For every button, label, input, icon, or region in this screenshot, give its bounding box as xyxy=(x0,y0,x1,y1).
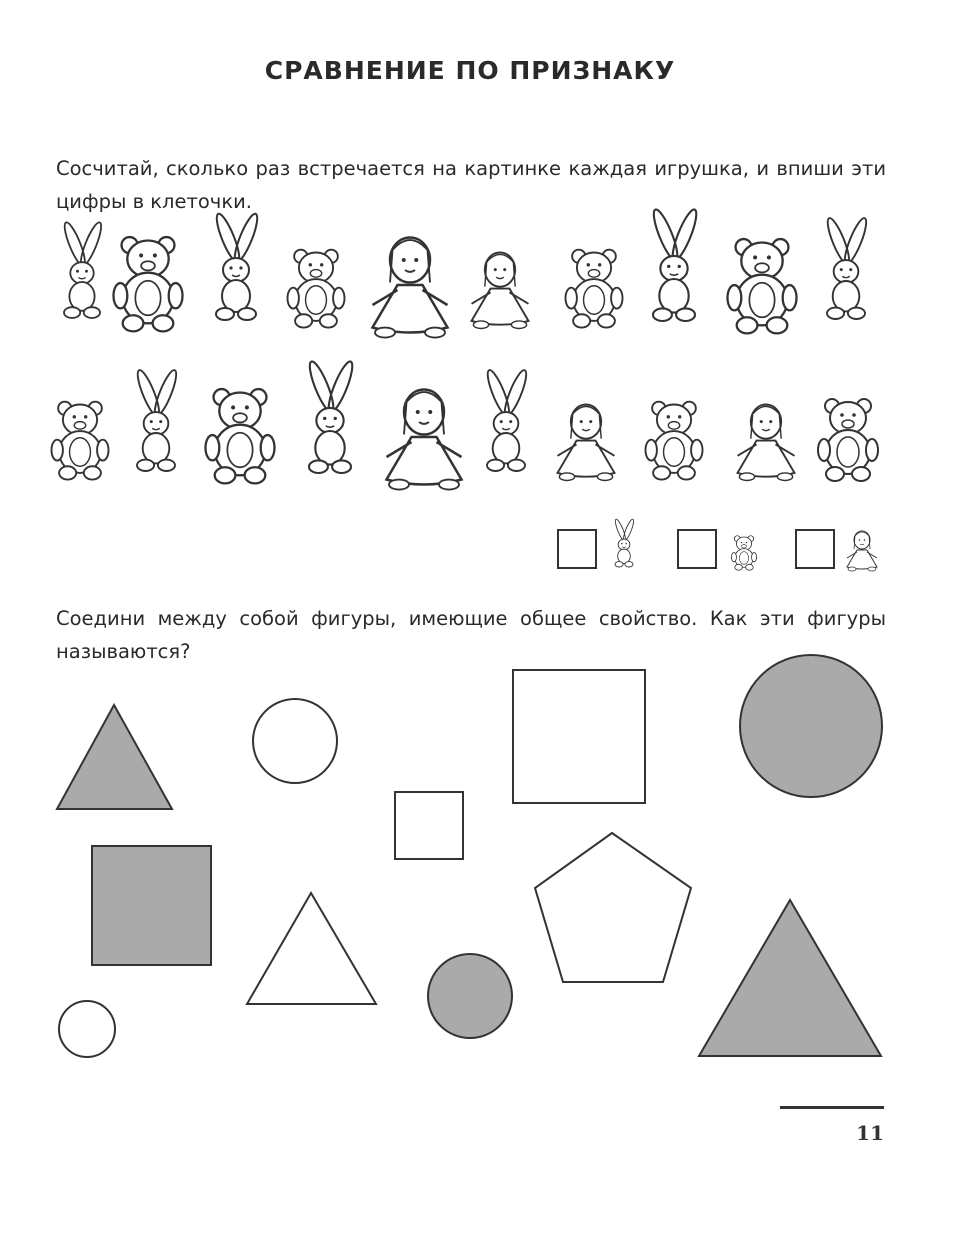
footer-rule xyxy=(780,1106,884,1109)
task-2-instruction: Соедини между собой фигуры, имеющие общее свойство. Как эти фигуры называются? xyxy=(56,607,886,663)
white-pentagon[interactable] xyxy=(535,833,691,982)
white-circle-medium[interactable] xyxy=(253,699,337,783)
task-1-instruction: Сосчитай, сколько раз встречается на картинке каждая игрушка, и впиши эти цифры в клеточки. xyxy=(56,157,886,213)
white-circle-small[interactable] xyxy=(59,1001,115,1057)
gray-triangle-small[interactable] xyxy=(57,705,172,809)
gray-square[interactable] xyxy=(92,846,211,965)
white-triangle[interactable] xyxy=(247,893,376,1004)
gray-triangle-large[interactable] xyxy=(699,900,881,1056)
page-title: СРАВНЕНИЕ ПО ПРИЗНАКУ xyxy=(264,56,676,85)
white-square-large[interactable] xyxy=(513,670,645,803)
gray-circle-small[interactable] xyxy=(428,954,512,1038)
page-number: 11 xyxy=(856,1121,884,1145)
white-square-small[interactable] xyxy=(395,792,463,859)
gray-circle-large[interactable] xyxy=(740,655,882,797)
